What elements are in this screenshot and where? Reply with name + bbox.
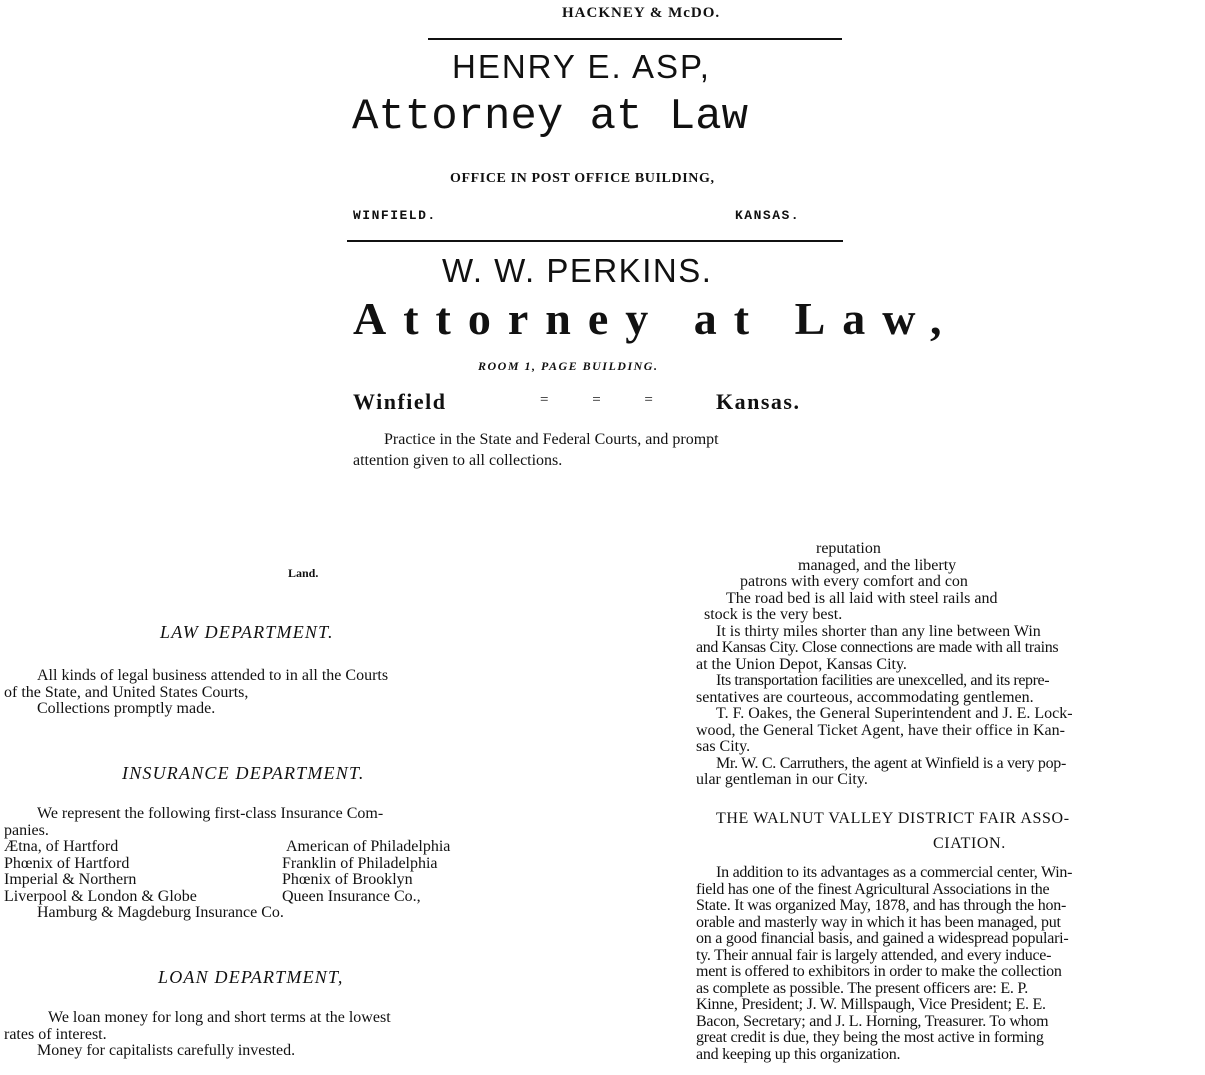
list-item: Phœnix of Brooklyn — [282, 871, 413, 888]
page-header: HACKNEY & McDO. — [562, 5, 721, 21]
perkins-profession: Attorney at Law, — [353, 293, 959, 344]
perkins-separator: = = = — [540, 392, 653, 408]
insurance-intro — [4, 806, 383, 839]
list-item: Imperial & Northern — [4, 871, 137, 888]
header-rule — [428, 38, 842, 40]
insurance-companies-right — [282, 839, 450, 905]
text-line: ty. Their annual fair is largely attended, and every induce- — [696, 946, 1052, 964]
list-item: Phœnix of Hartford — [4, 854, 130, 872]
text-line: sentatives are courteous, accommodating gentlemen. — [696, 688, 1034, 706]
text-line: The road bed is all laid with steel rails and — [726, 589, 998, 607]
text-line: great credit is due, they being the most active in forming — [696, 1029, 1044, 1046]
text-line: stock is the very best. — [704, 606, 843, 623]
asp-office: OFFICE IN POST OFFICE BUILDING, — [450, 171, 715, 186]
text-line: and keeping up this organization. — [696, 1045, 901, 1063]
asp-name: HENRY E. ASP, — [452, 48, 711, 85]
perkins-practice-2: attention given to all collections. — [353, 452, 563, 469]
text-line: at the Union Depot, Kansas City. — [696, 655, 907, 673]
text-line: and Kansas City. Close connections are made with all trains — [696, 639, 1059, 656]
text-line: orable and masterly way in which it has been managed, put — [696, 913, 1061, 931]
text-line: sas City. — [696, 738, 751, 755]
left-fragment: Land. — [288, 566, 319, 580]
text-line: ment is offered to exhibitors in order to make the collection — [696, 963, 1062, 980]
list-item: American of Philadelphia — [286, 838, 451, 855]
text-line: State. It was organized May, 1878, and has through the hon- — [696, 897, 1067, 914]
text-line: panies. — [4, 821, 49, 839]
text-line: managed, and the liberty — [798, 556, 957, 574]
fair-heading-line-1: THE WALNUT VALLEY DISTRICT FAIR ASSO- — [716, 810, 1070, 827]
insurance-last-company: Hamburg & Magdeburg Insurance Co. — [37, 904, 284, 921]
text-line: T. F. Oakes, the General Superintendent and J. E. Lock- — [716, 705, 1073, 722]
insurance-companies-left — [4, 839, 197, 905]
text-line: wood, the General Ticket Agent, have their office in Kan- — [696, 721, 1065, 739]
law-department-heading: LAW DEPARTMENT. — [160, 622, 334, 642]
text-line: Money for capitalists carefully invested. — [37, 1042, 296, 1059]
list-item: Liverpool & London & Globe — [4, 887, 197, 905]
railroad-text — [696, 541, 1073, 789]
asp-city: WINFIELD. — [353, 208, 437, 223]
text-line: of the State, and United States Courts, — [4, 683, 249, 701]
text-line: Mr. W. C. Carruthers, the agent at Winfield is a very pop- — [716, 754, 1067, 772]
fair-heading-line-2: CIATION. — [933, 835, 1006, 852]
text-line: on a good financial basis, and gained a widespread populari- — [696, 930, 1069, 947]
text-line: as complete as possible. The present officers are: E. P. — [696, 979, 1028, 997]
text-line: ular gentleman in our City. — [696, 771, 868, 788]
text-line: patrons with every comfort and con — [740, 573, 968, 590]
loan-department-heading: LOAN DEPARTMENT, — [158, 967, 344, 987]
fair-text — [696, 865, 1072, 1063]
list-item: Queen Insurance Co., — [282, 887, 421, 905]
text-line: It is thirty miles shorter than any line between Win — [716, 622, 1041, 640]
text-line: Bacon, Secretary; and J. L. Horning, Treasurer. To whom — [696, 1012, 1049, 1030]
text-line: We loan money for long and short terms at the lowest — [48, 1009, 391, 1026]
perkins-name: W. W. PERKINS. — [442, 252, 713, 289]
asp-profession: Attorney at Law — [352, 92, 749, 142]
law-department-text — [4, 668, 388, 718]
text-line: field has one of the finest Agricultural Associations in the — [696, 880, 1050, 898]
list-item: Franklin of Philadelphia — [282, 854, 438, 872]
perkins-room: ROOM 1, PAGE BUILDING. — [478, 359, 659, 373]
loan-department-text — [4, 1010, 391, 1060]
list-item: Ætna, of Hartford — [4, 838, 119, 855]
perkins-city: Winfield — [353, 389, 447, 414]
text-line: rates of interest. — [4, 1025, 107, 1043]
text-line: All kinds of legal business attended to in all the Courts — [37, 667, 389, 684]
text-line: In addition to its advantages as a commercial center, Win- — [716, 864, 1073, 881]
asp-rule — [347, 240, 843, 242]
asp-state: KANSAS. — [735, 208, 801, 223]
text-line: Kinne, President; J. W. Millspaugh, Vice President; E. E. — [696, 996, 1046, 1013]
text-line: Its transportation facilities are unexcelled, and its repre- — [716, 672, 1050, 689]
perkins-practice-1: Practice in the State and Federal Courts, and prompt — [384, 431, 719, 448]
text-line: We represent the following first-class Insurance Com- — [37, 805, 384, 822]
text-line: reputation — [816, 540, 881, 557]
text-line: Collections promptly made. — [37, 700, 216, 717]
insurance-department-heading: INSURANCE DEPARTMENT. — [122, 763, 365, 783]
perkins-state: Kansas. — [716, 389, 801, 414]
